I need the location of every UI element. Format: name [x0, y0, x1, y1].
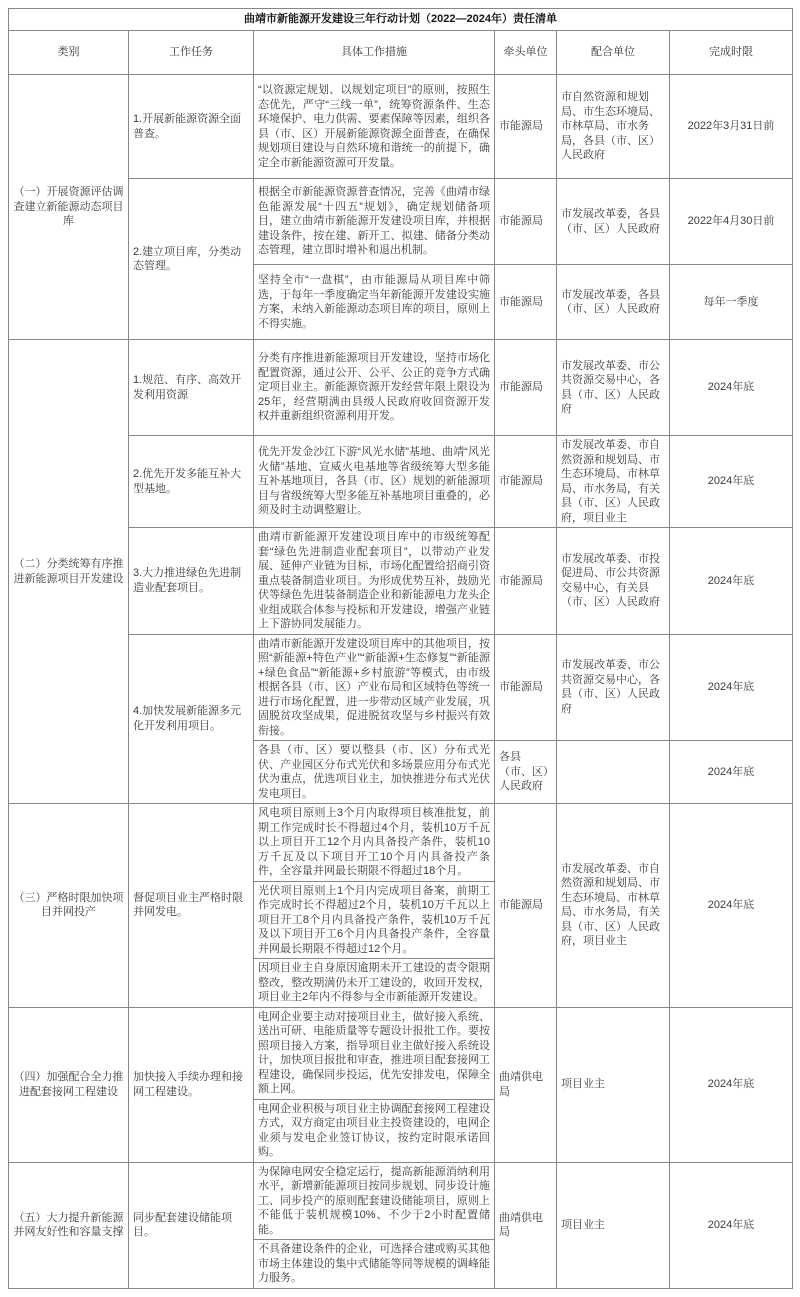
coop-unit-cell: 项目业主 [557, 1007, 670, 1162]
deadline-cell: 2022年4月30日前 [670, 179, 793, 265]
measure-cell: 为保障电网安全稳定运行，提高新能源消纳利用水平，新增新能源项目按同步规划、同步设计施工、同步投产的原则配套建设储能项目，原则上不能低于装机规模10%、不少于2小时配置储能。 [254, 1162, 495, 1240]
coop-unit-cell: 市发展改革委、市公共资源交易中心，各县（市、区）人民政府 [557, 634, 670, 741]
col-header-measures: 具体工作措施 [254, 31, 495, 75]
coop-unit-cell: 市发展改革委、市公共资源交易中心，各县（市、区）人民政府 [557, 340, 670, 436]
lead-unit-cell: 市能源局 [495, 528, 557, 635]
col-header-lead-unit: 牵头单位 [495, 31, 557, 75]
deadline-cell: 2024年底 [670, 436, 793, 528]
deadline-cell: 2024年底 [670, 634, 793, 741]
coop-unit-cell [557, 741, 670, 804]
measure-cell: 不具备建设条件的企业，可选择合建或购买其他市场主体建设的集中式储能等同等规模的调峰能力服务。 [254, 1240, 495, 1289]
category-cell: （五）大力提升新能源并网友好性和容量支撑 [9, 1162, 129, 1288]
task-cell: 1.规范、有序、高效开发利用资源 [129, 340, 254, 436]
measure-cell: 因项目业主自身原因逾期未开工建设的责令限期整改，整改期满仍未开工建设的，收回开发权，项目业主2年内不得参与全市新能源开发建设。 [254, 959, 495, 1008]
measure-cell: 曲靖市新能源开发建设项目库中的市级统筹配套“绿色先进制造业配套项目”，以带动产业发展、延伸产业链为目标，市场化配置给招商引资重点装备制造业项目。为形成优势互补，鼓励光伏等绿色先进装备制造企业和新能源电力龙头企业组成联合体参与投标和开发建设，增强产业链上下游协同发展能力。 [254, 528, 495, 635]
measure-cell: 分类有序推进新能源项目开发建设，坚持市场化配置资源，通过公开、公平、公正的竞争方式确定项目业主。新能源资源开发经营年限上限设为25年，经营期满由县级人民政府收回资源开发权并重新组织资源利用开发。 [254, 340, 495, 436]
deadline-cell: 2024年底 [670, 528, 793, 635]
task-cell: 督促项目业主严格时限并网发电。 [129, 804, 254, 1008]
category-cell: （二）分类统筹有序推进新能源项目开发建设 [9, 340, 129, 804]
table-row [9, 75, 793, 179]
title-row [9, 9, 793, 31]
coop-unit-cell: 市发展改革委、市自然资源和规划局、市生态环境局、市林草局、市水务局，有关县（市、区）人民政府，项目业主 [557, 804, 670, 1008]
deadline-cell: 2022年3月31日前 [670, 75, 793, 179]
deadline-cell: 2024年底 [670, 804, 793, 1008]
measure-cell: 风电项目原则上3个月内取得项目核准批复，前期工作完成时长不得超过4个月，装机10万千瓦以上项目开工12个月内具备投产条件，装机10万千瓦及以下项目开工10个月内具备投产条件，全容量并网最长期限不得超过18个月。 [254, 804, 495, 882]
responsibility-table [8, 8, 793, 1289]
col-header-category: 类别 [9, 31, 129, 75]
measure-cell: 电网企业积极与项目业主协调配套接网工程建设方式，双方商定由项目业主投资建设的，电网企业须与发电企业签订协议，按约定时限承诺回购。 [254, 1099, 495, 1162]
col-header-deadline: 完成时限 [670, 31, 793, 75]
lead-unit-cell: 市能源局 [495, 179, 557, 265]
task-cell: 2.建立项目库，分类动态管理。 [129, 179, 254, 340]
lead-unit-cell: 市能源局 [495, 75, 557, 179]
coop-unit-cell: 市发展改革委、市自然资源和规划局、市生态环境局、市林草局、市水务局，有关县（市、区）人民政府，项目业主 [557, 436, 670, 528]
lead-unit-cell: 曲靖供电局 [495, 1162, 557, 1288]
lead-unit-cell: 市能源局 [495, 804, 557, 1008]
category-cell: （一）开展资源评估调查建立新能源动态项目库 [9, 75, 129, 340]
measure-cell: 电网企业要主动对接项目业主，做好接入系统、送出可研、电能质量等专题设计报批工作。要按照项目接入方案，指导项目业主做好接入系统设计，加快项目报批和审查，推进项目配套接网工程建设，确保同步投运，优先安排发电，保障全额上网。 [254, 1007, 495, 1099]
coop-unit-cell: 市自然资源和规划局、市生态环境局、市林草局、市水务局，各县（市、区）人民政府 [557, 75, 670, 179]
measure-cell: 光伏项目原则上1个月内完成项目备案，前期工作完成时长不得超过2个月，装机10万千瓦以上项目开工8个月内具备投产条件，装机10万千瓦及以下项目开工6个月内具备投产条件，全容量并网最长期限不得超过12个月。 [254, 881, 495, 959]
measure-cell: 优先开发金沙江下游“风光水储”基地、曲靖“风光火储”基地、宣威火电基地等省级统筹大型多能互补基地项目，各县（市、区）规划的新能源项目与省级统筹大型多能互补基地项目重叠的，必须及时主动调整避让。 [254, 436, 495, 528]
document-title: 曲靖市新能源开发建设三年行动计划（2022—2024年）责任清单 [9, 9, 793, 31]
task-cell: 2.优先开发多能互补大型基地。 [129, 436, 254, 528]
table-row [9, 340, 793, 436]
deadline-cell: 2024年底 [670, 741, 793, 804]
task-cell: 同步配套建设储能项目。 [129, 1162, 254, 1288]
measure-cell: 各县（市、区）要以整县（市、区）分布式光伏、产业园区分布式光伏和多场景应用分布式光伏为重点，优选项目业主，加快推进分布式光伏发电项目。 [254, 741, 495, 804]
measure-cell: 根据全市新能源资源普查情况，完善《曲靖市绿色能源发展“十四五”规划》，确定规划储备项目，建立曲靖市新能源开发建设项目库，并根据建设条件，按在建、新开工、拟建、储备分类动态管理，建立即时增补和退出机制。 [254, 179, 495, 265]
category-cell: （三）严格时限加快项目并网投产 [9, 804, 129, 1008]
deadline-cell: 2024年底 [670, 340, 793, 436]
col-header-task: 工作任务 [129, 31, 254, 75]
coop-unit-cell: 市发展改革委，各县（市、区）人民政府 [557, 179, 670, 265]
measure-cell: 坚持全市“一盘棋”，由市能源局从项目库中筛选，于每年一季度确定当年新能源开发建设实施方案，未纳入新能源动态项目库的项目，原则上不得实施。 [254, 265, 495, 340]
coop-unit-cell: 项目业主 [557, 1162, 670, 1288]
table-row [9, 1007, 793, 1099]
lead-unit-cell: 各县（市、区）人民政府 [495, 741, 557, 804]
lead-unit-cell: 市能源局 [495, 436, 557, 528]
task-cell: 加快接入手续办理和接网工程建设。 [129, 1007, 254, 1162]
measure-cell: “以资源定规划、以规划定项目”的原则，按照生态优先，严守“三线一单”，统筹资源条件、生态环境保护、电力供需、要素保障等因素，组织各县（市、区）开展新能源资源全面普查，在确保规划项目建设与自然环境和谐统一的前提下，确定全市新能源资源可开发量。 [254, 75, 495, 179]
category-cell: （四）加强配合全力推进配套接网工程建设 [9, 1007, 129, 1162]
table-row [9, 1162, 793, 1240]
task-cell: 3.大力推进绿色先进制造业配套项目。 [129, 528, 254, 635]
measure-cell: 曲靖市新能源开发建设项目库中的其他项目，按照“新能源+特色产业”“新能源+生态修复”“新能源+绿色食品”“新能源+乡村旅游”等模式，由市级根据各县（市、区）产业布局和区域特色等统一进行市场化配置，进一步带动区域产业发展，巩固脱贫攻坚成果，促进脱贫攻坚与乡村振兴有效衔接。 [254, 634, 495, 741]
lead-unit-cell: 曲靖供电局 [495, 1007, 557, 1162]
header-row [9, 31, 793, 75]
table-row [9, 804, 793, 882]
lead-unit-cell: 市能源局 [495, 340, 557, 436]
deadline-cell: 2024年底 [670, 1162, 793, 1288]
task-cell: 1.开展新能源资源全面普查。 [129, 75, 254, 179]
deadline-cell: 2024年底 [670, 1007, 793, 1162]
coop-unit-cell: 市发展改革委、市投促进局、市公共资源交易中心，有关县（市、区）人民政府 [557, 528, 670, 635]
lead-unit-cell: 市能源局 [495, 634, 557, 741]
deadline-cell: 每年一季度 [670, 265, 793, 340]
coop-unit-cell: 市发展改革委，各县（市、区）人民政府 [557, 265, 670, 340]
lead-unit-cell: 市能源局 [495, 265, 557, 340]
task-cell: 4.加快发展新能源多元化开发利用项目。 [129, 634, 254, 804]
col-header-coop-unit: 配合单位 [557, 31, 670, 75]
